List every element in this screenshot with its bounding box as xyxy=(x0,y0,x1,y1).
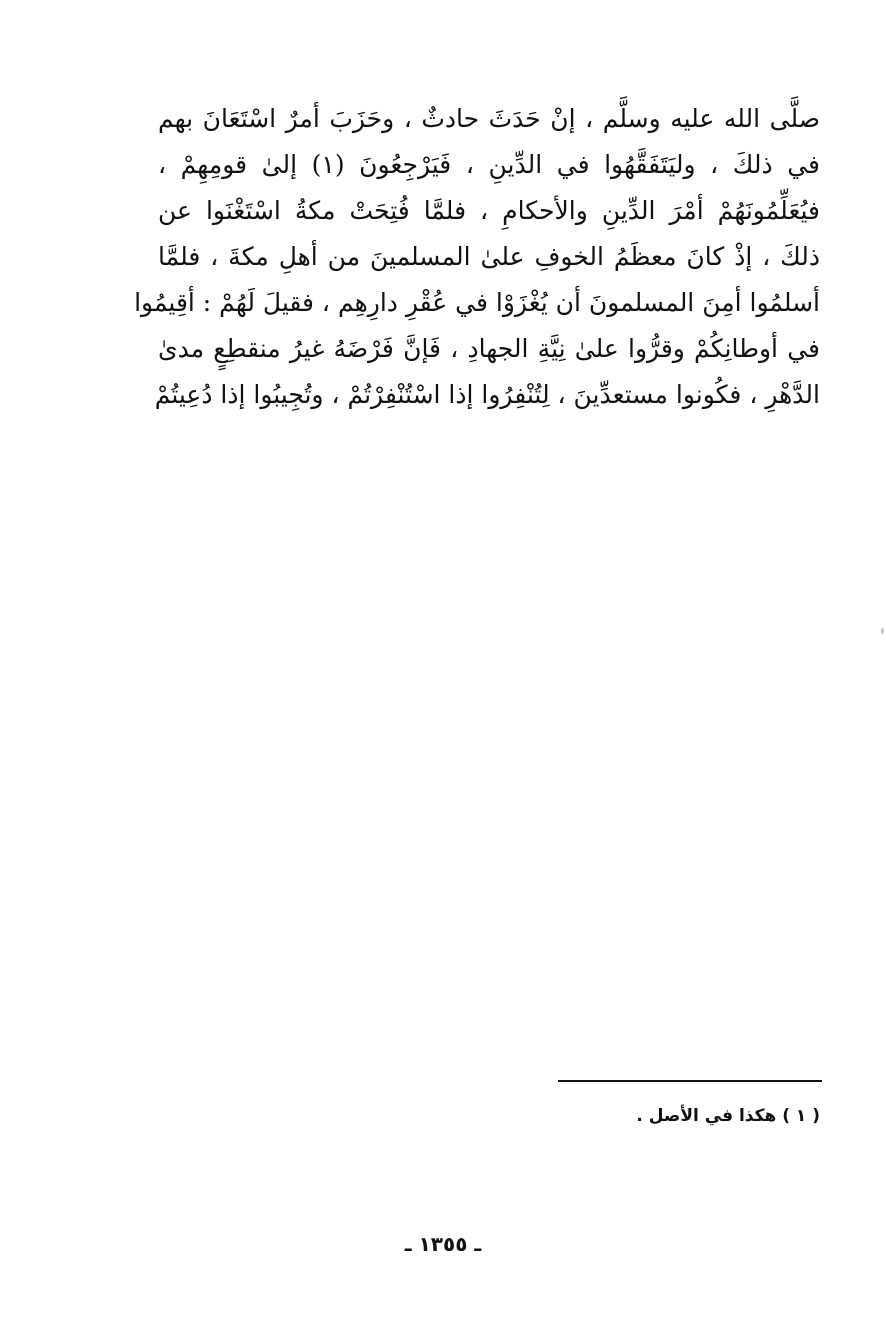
text-line-5: أسلمُوا أمِنَ المسلمونَ أن يُغْزَوْا في عُقْرِ دارِهِم ، فقيلَ لَهُمْ : أقِيمُوا xyxy=(134,288,820,317)
footnote: ( ١ ) هكذا في الأصل . xyxy=(636,1106,820,1126)
text-line-2: في ذلكَ ، وليَتَفَقَّهُوا في الدِّينِ ، فَيَرْجِعُونَ (١) إلىٰ قومِهِمْ ، xyxy=(158,150,820,179)
text-line-3: فيُعَلِّمُونَهُمْ أمْرَ الدِّينِ والأحكامِ ، فلمَّا فُتِحَتْ مكةُ اسْتَغْنَوا عن xyxy=(158,196,820,225)
text-line-6: في أوطانِكُمْ وقرُّوا علىٰ نِيَّةِ الجهادِ ، فَإنَّ فَرْضَهُ غيرُ منقطِعٍ مدىٰ xyxy=(158,334,820,363)
text-line-4: ذلكَ ، إذْ كانَ معظَمُ الخوفِ علىٰ المسلمينَ من أهلِ مكةَ ، فلمَّا xyxy=(158,242,820,271)
page-number: ـ ١٣٥٥ ـ xyxy=(404,1232,482,1256)
scan-speck xyxy=(881,628,884,634)
footnote-divider xyxy=(558,1080,822,1082)
text-line-1: صلَّى الله عليه وسلَّم ، إنْ حَدَثَ حادثٌ ، وحَزَبَ أمرٌ اسْتَعَانَ بهم xyxy=(158,104,820,133)
text-line-7: الدَّهْرِ ، فكُونوا مستعدِّينَ ، لِتُنْفِرُوا إذا اسْتُنْفِرْتُمْ ، وتُجِيبُوا إذا دُعِيتُمْ xyxy=(154,380,820,409)
main-text-block xyxy=(134,96,820,418)
